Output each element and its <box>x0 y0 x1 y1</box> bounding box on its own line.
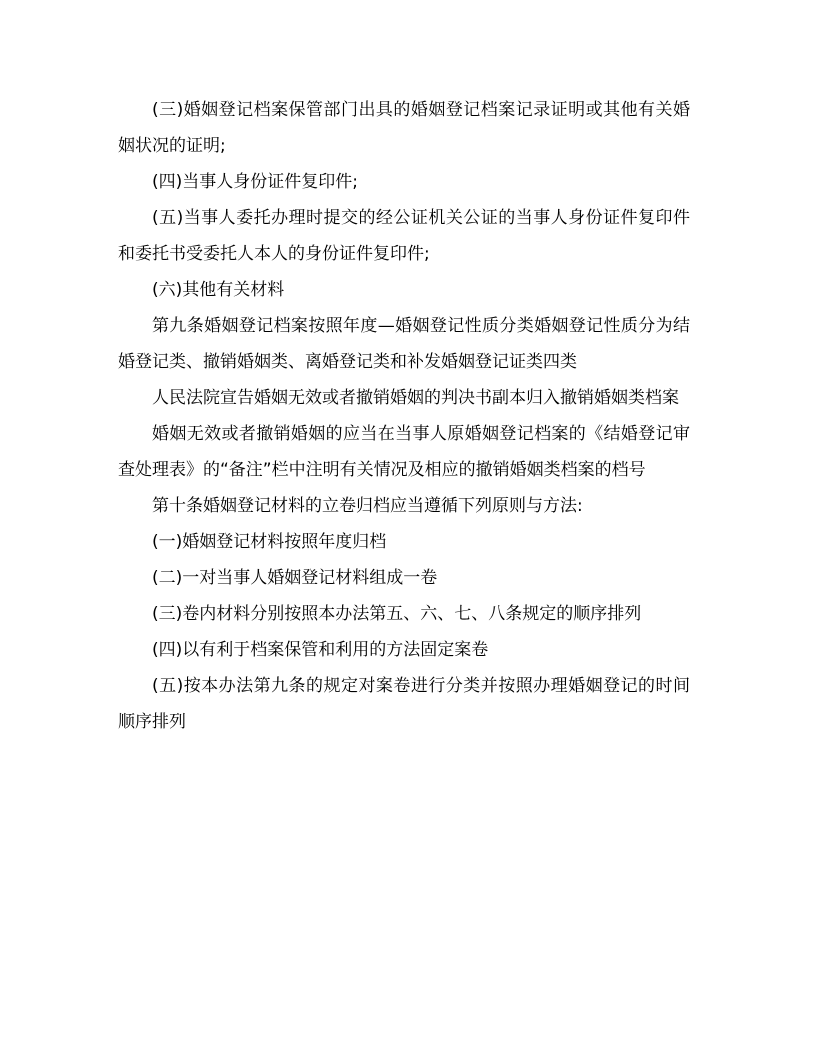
paragraph-remarks-annotation: 婚姻无效或者撤销婚姻的应当在当事人原婚姻登记档案的《结婚登记审查处理表》的“备注”栏中注明有关情况及相应的撤销婚姻类档案的档号 <box>118 424 690 480</box>
paragraph-principle-1-by-year: (一)婚姻登记材料按照年度归档 <box>152 532 387 552</box>
paragraph-item-3-marriage-record-proof: (三)婚姻登记档案保管部门出具的婚姻登记档案记录证明或其他有关婚姻状况的证明; <box>118 100 690 156</box>
paragraph-principle-2-one-volume: (二)一对当事人婚姻登记材料组成一卷 <box>152 568 438 588</box>
paragraph-principle-3-ordering: (三)卷内材料分别按照本办法第五、六、七、八条规定的顺序排列 <box>152 604 642 624</box>
paragraph-principle-4-fixing: (四)以有利于档案保管和利用的方法固定案卷 <box>152 640 489 660</box>
paragraph-item-6-other-materials: (六)其他有关材料 <box>152 280 285 300</box>
paragraph-item-4-id-copy: (四)当事人身份证件复印件; <box>152 172 358 192</box>
paragraph-item-5-entrusted-documents: (五)当事人委托办理时提交的经公证机关公证的当事人身份证件复印件和委托书受委托人本人的身份证件复印件; <box>118 208 690 264</box>
paragraph-article-10-principles: 第十条婚姻登记材料的立卷归档应当遵循下列原则与方法: <box>152 496 583 516</box>
paragraph-article-9-classification: 第九条婚姻登记档案按照年度—婚姻登记性质分类婚姻登记性质分为结婚登记类、撤销婚姻类、离婚登记类和补发婚姻登记证类四类 <box>118 316 690 372</box>
paragraph-court-judgment-archive: 人民法院宣告婚姻无效或者撤销婚姻的判决书副本归入撤销婚姻类档案 <box>152 388 679 408</box>
paragraph-principle-5-classification: (五)按本办法第九条的规定对案卷进行分类并按照办理婚姻登记的时间顺序排列 <box>118 676 690 732</box>
document-page <box>118 92 690 740</box>
